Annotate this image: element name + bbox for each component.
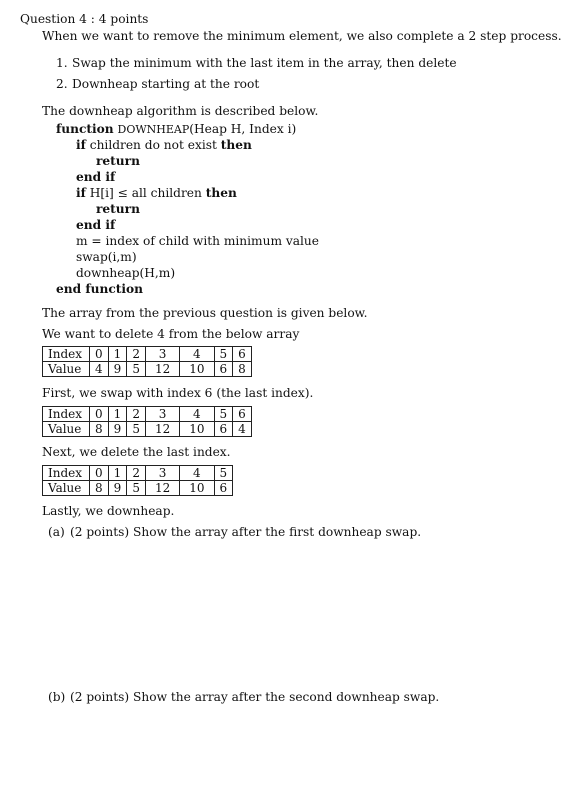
table-cell: 0 [90,347,109,362]
original-array-table [42,346,252,377]
table-cell: 6 [214,362,233,377]
table-cell: 3 [145,466,179,481]
table-cell: 0 [90,407,109,422]
table-cell: 1 [108,407,127,422]
row-label-index: Index [43,466,90,481]
table-cell: 8 [233,362,252,377]
deleted-array-table [42,465,233,496]
part-a-text: (2 points) Show the array after the first downheap swap. [70,525,422,539]
part-b-text: (2 points) Show the array after the second downheap swap. [70,690,440,704]
table-cell: 6 [233,407,252,422]
algorithm-line-downheap: downheap(H,m) [76,266,176,280]
step-number-1: 1. [56,56,68,70]
table-row-index [43,347,252,362]
endif2-keyword: end if [76,218,116,232]
table-row-value [43,422,252,437]
table-cell: 4 [180,347,214,362]
table-cell: 8 [90,481,109,496]
if-keyword: if [76,138,86,152]
table-cell: 3 [145,407,179,422]
table-cell: 2 [127,347,146,362]
table-cell: 12 [145,422,179,437]
question-intro: When we want to remove the minimum element, we also complete a 2 step process. [42,29,562,43]
table-row-value [43,481,233,496]
table-cell: 0 [90,466,109,481]
step-2-text: Downheap starting at the root [72,77,260,91]
end-function-keyword: end function [56,282,144,296]
if1-condition: children do not exist [89,138,217,152]
table-cell: 9 [108,362,127,377]
row-label-index: Index [43,347,90,362]
row-label-index: Index [43,407,90,422]
table-cell: 12 [145,362,179,377]
if2-keyword: if [76,186,86,200]
table-row-value [43,362,252,377]
table-cell: 5 [214,407,233,422]
step-number-2: 2. [56,77,68,91]
table-cell: 12 [145,481,179,496]
after-delete-text: Next, we delete the last index. [42,445,231,459]
table-row-index [43,466,233,481]
then-keyword: then [220,138,252,152]
table-cell: 6 [214,422,233,437]
table-cell: 4 [233,422,252,437]
return2-keyword: return [96,202,140,216]
table-cell: 4 [90,362,109,377]
after-swap-text: First, we swap with index 6 (the last index). [42,386,314,400]
table-cell: 10 [180,362,214,377]
part-b-label: (b) [48,690,66,704]
return-keyword: return [96,154,140,168]
algorithm-intro: The downheap algorithm is described below. [42,104,319,118]
table-cell: 2 [127,407,146,422]
table-cell: 1 [108,466,127,481]
if2-condition: H[i] ≤ all children [89,186,202,200]
algorithm-if2 [76,186,237,200]
function-params: (Heap H, Index i) [189,122,297,136]
table-cell: 2 [127,466,146,481]
question-header: Question 4 : 4 points [20,12,149,26]
table-cell: 6 [214,481,233,496]
context-line-2: We want to delete 4 from the below array [42,327,300,341]
then2-keyword: then [205,186,237,200]
table-cell: 1 [108,347,127,362]
row-label-value: Value [43,422,90,437]
table-cell: 5 [214,466,233,481]
table-cell: 10 [180,481,214,496]
table-cell: 5 [127,422,146,437]
function-name: DOWNHEAP [117,123,190,136]
part-a-label: (a) [48,525,65,539]
endif-keyword: end if [76,170,116,184]
table-cell: 5 [127,481,146,496]
table-cell: 4 [180,466,214,481]
table-cell: 4 [180,407,214,422]
algorithm-line-swap: swap(i,m) [76,250,137,264]
table-cell: 10 [180,422,214,437]
function-keyword: function [56,122,114,136]
lastly-text: Lastly, we downheap. [42,504,175,518]
algorithm-if1 [76,138,252,152]
algorithm-line-m: m = index of child with minimum value [76,234,319,248]
table-cell: 5 [127,362,146,377]
table-cell: 8 [90,422,109,437]
table-cell: 9 [108,481,127,496]
step-1-text: Swap the minimum with the last item in the array, then delete [72,56,457,70]
algorithm-signature [56,122,296,136]
row-label-value: Value [43,362,90,377]
table-cell: 5 [214,347,233,362]
swapped-array-table [42,406,252,437]
context-line-1: The array from the previous question is given below. [42,306,368,320]
table-cell: 9 [108,422,127,437]
table-row-index [43,407,252,422]
row-label-value: Value [43,481,90,496]
table-cell: 6 [233,347,252,362]
table-cell: 3 [145,347,179,362]
